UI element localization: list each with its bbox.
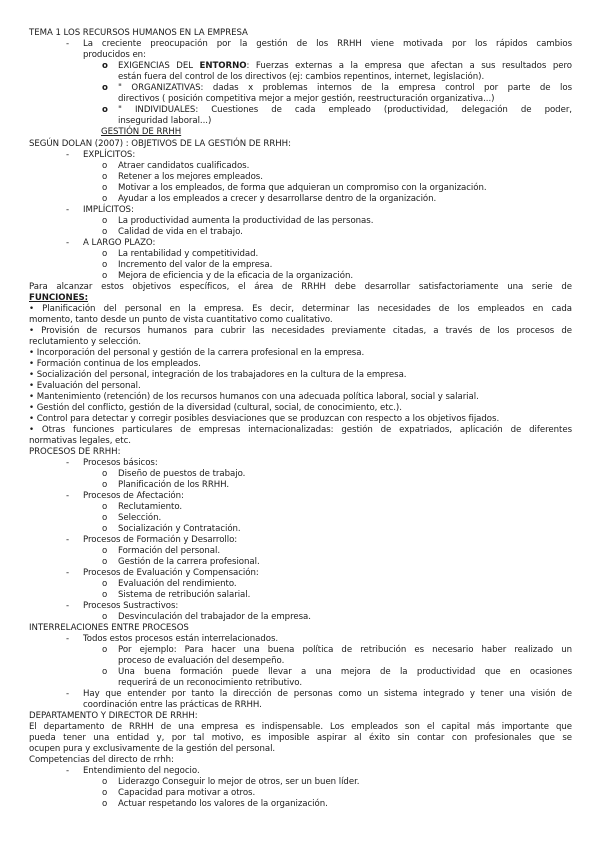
bullet-marker: o [102, 249, 108, 259]
dash-marker: - [66, 689, 70, 699]
text-line: Una buena formación puede llevar a una mejora de la productividad que en ocasiones [118, 667, 572, 677]
bullet-marker: o [102, 590, 108, 600]
text-line: Entendimiento del negocio. [83, 766, 200, 776]
text-line: pueda tener una entidad y, por tal motivo, es imposible aspirar al éxito sin contar con profesionales que se [29, 733, 572, 743]
bullet-marker: o [102, 799, 108, 809]
text-line: normativas legales, etc. [29, 436, 131, 446]
text-line: Procesos de Afectación: [83, 491, 184, 501]
bullet-marker: o [102, 183, 108, 193]
bullet-marker: o [102, 513, 108, 523]
text-line: Competencias del directo de rrhh: [29, 755, 174, 765]
dash-marker: - [66, 535, 70, 545]
text-line: Desvinculación del trabajador de la empresa. [118, 612, 311, 622]
text-line: Diseño de puestos de trabajo. [118, 469, 246, 479]
text-line: " ORGANIZATIVAS: dadas x problemas internos de la empresa control por parte de los [118, 83, 572, 93]
text-line: • Evaluación del personal. [29, 381, 141, 391]
text-line: Formación del personal. [118, 546, 221, 556]
text-line: La productividad aumenta la productividad de las personas. [118, 216, 374, 226]
text-line: Por ejemplo: Para hacer una buena política de retribución es necesario haber realizado un [118, 645, 572, 655]
text-line: • Mantenimiento (retención) de los recursos humanos con una adecuada política laboral, social y salarial. [29, 392, 479, 402]
dash-marker: - [66, 568, 70, 578]
dash-marker: - [66, 39, 70, 49]
text-line: Sistema de retribución salarial. [118, 590, 251, 600]
text-line: Mejora de eficiencia y de la eficacia de la organización. [118, 271, 354, 281]
text-line: Todos estos procesos están interrelacionados. [83, 634, 279, 644]
text-line: Hay que entender por tanto la dirección de personas como un sistema integrado y tener una visión de [83, 689, 572, 699]
text-line: • Otras funciones particulares de empresas internacionalizadas: gestión de expatriados, aplicación de diferentes [29, 425, 572, 435]
text-line: requerirá de un reconocimiento retributivo. [118, 678, 303, 688]
text-line: El departamento de RRHH de una empresa es indispensable. Los empleados son el capital más importante que [29, 722, 572, 732]
dash-marker: - [66, 205, 70, 215]
text-line: Atraer candidatos cualificados. [118, 161, 250, 171]
bullet-marker: o [102, 480, 108, 490]
bullet-marker: o [102, 524, 108, 534]
bullet-marker: o [102, 161, 108, 171]
text-line: Procesos de Formación y Desarrollo: [83, 535, 238, 545]
bullet-marker: o [102, 216, 108, 226]
bullet-marker: o [102, 227, 108, 237]
text-line: Liderazgo Conseguir lo mejor de otros, ser un buen líder. [118, 777, 360, 787]
text-line: GESTIÓN DE RRHH [101, 127, 182, 137]
bullet-marker: o [102, 469, 108, 479]
text-line: Incremento del valor de la empresa. [118, 260, 273, 270]
text-line: Procesos de Evaluación y Compensación: [83, 568, 259, 578]
text-line: INTERRELACIONES ENTRE PROCESOS [29, 623, 189, 633]
bullet-marker: o [102, 546, 108, 556]
dash-marker: - [66, 238, 70, 248]
dash-marker: - [66, 634, 70, 644]
text-line: Motivar a los empleados, de forma que adquieran un compromiso con la organización. [118, 183, 487, 193]
text-line: TEMA 1 LOS RECURSOS HUMANOS EN LA EMPRESA [29, 28, 248, 38]
text-line: Actuar respetando los valores de la organización. [118, 799, 328, 809]
bullet-marker: o [102, 777, 108, 787]
text-line: Socialización y Contratación. [118, 524, 241, 534]
text-line: • Socialización del personal, integración de los trabajadores en la cultura de la empresa. [29, 370, 407, 380]
dash-marker: - [66, 491, 70, 501]
text-line: DEPARTAMENTO Y DIRECTOR DE RRHH: [29, 711, 198, 721]
bullet-marker: o [102, 612, 108, 622]
text-line: • Control para detectar y corregir posibles desviaciones que se produzcan con respecto a los objetivos fijados. [29, 414, 500, 424]
dash-marker: - [66, 458, 70, 468]
text-line: directivos ( posición competitiva mejor a mejor gestión, reestructuración organizativa...) [118, 94, 495, 104]
text-line: IMPLÍCITOS: [83, 205, 134, 215]
bullet-marker: o [102, 105, 108, 115]
text-line: FUNCIONES: [29, 293, 89, 303]
bullet-marker: o [102, 194, 108, 204]
text-line: • Incorporación del personal y gestión de la carrera profesional en la empresa. [29, 348, 365, 358]
dash-marker: - [66, 766, 70, 776]
bullet-marker: o [102, 260, 108, 270]
text-line: ocupen pura y exclusivamente de la gestión del personal. [29, 744, 276, 754]
bullet-marker: o [102, 172, 108, 182]
bullet-marker: o [102, 61, 108, 71]
text-line: coordinación entre las prácticas de RRHH. [83, 700, 262, 710]
bullet-marker: o [102, 83, 108, 93]
bullet-marker: o [102, 667, 108, 677]
text-line: Retener a los mejores empleados. [118, 172, 263, 182]
text-line: proceso de evaluación del desempeño. [118, 656, 285, 666]
text-line: A LARGO PLAZO: [83, 238, 156, 248]
text-line: Para alcanzar estos objetivos específicos, el área de RRHH debe desarrollar satisfactoriamente una serie de [29, 282, 572, 292]
text-line: producidos en: [83, 50, 146, 60]
text-line: Planificación de los RRHH. [118, 480, 230, 490]
text-line: • Gestión del conflicto, gestión de la diversidad (cultural, social, de conocimiento, etc.). [29, 403, 402, 413]
text-line: Calidad de vida en el trabajo. [118, 227, 243, 237]
bullet-marker: o [102, 788, 108, 798]
text-line: " INDIVIDUALES: Cuestiones de cada empleado (productividad, delegación de poder, [118, 105, 572, 115]
bullet-marker: o [102, 502, 108, 512]
text-line: • Provisión de recursos humanos para cubrir las necesidades previamente citadas, a través de los procesos de [29, 326, 572, 336]
text-line: • Formación continua de los empleados. [29, 359, 201, 369]
text-line: EXIGENCIAS DEL ENTORNO: Fuerzas externas a la empresa que afectan a sus resultados pero [118, 61, 572, 71]
text-line: La rentabilidad y competitividad. [118, 249, 259, 259]
text-line: Evaluación del rendimiento. [118, 579, 237, 589]
bullet-marker: o [102, 557, 108, 567]
bullet-marker: o [102, 271, 108, 281]
bullet-marker: o [102, 645, 108, 655]
bullet-marker: o [102, 579, 108, 589]
text-line: SEGÚN DOLAN (2007) : OBJETIVOS DE LA GESTIÓN DE RRHH: [29, 139, 291, 149]
text-line: Gestión de la carrera profesional. [118, 557, 260, 567]
text-line: Selección. [118, 513, 162, 523]
text-line: Ayudar a los empleados a crecer y desarrollarse dentro de la organización. [118, 194, 437, 204]
text-line: Procesos Sustractivos: [83, 601, 179, 611]
text-line: • Planificación del personal en la empresa. Es decir, determinar las necesidades de los empleados en cada [29, 304, 572, 314]
text-line: PROCESOS DE RRHH: [29, 447, 121, 457]
text-line: Procesos básicos: [83, 458, 158, 468]
text-line: Capacidad para motivar a otros. [118, 788, 256, 798]
text-line: Reclutamiento. [118, 502, 183, 512]
text-line: inseguridad laboral...) [118, 116, 212, 126]
text-line: momento, tanto desde un punto de vista cuantitativo como cualitativo. [29, 315, 333, 325]
text-line: EXPLÍCITOS: [83, 150, 136, 160]
text-line: reclutamiento y selección. [29, 337, 141, 347]
dash-marker: - [66, 601, 70, 611]
dash-marker: - [66, 150, 70, 160]
text-line: La creciente preocupación por la gestión de los RRHH viene motivada por los rápidos cambios [83, 39, 572, 49]
text-line: están fuera del control de los directivos (ej: cambios repentinos, internet, legislación). [118, 72, 485, 82]
